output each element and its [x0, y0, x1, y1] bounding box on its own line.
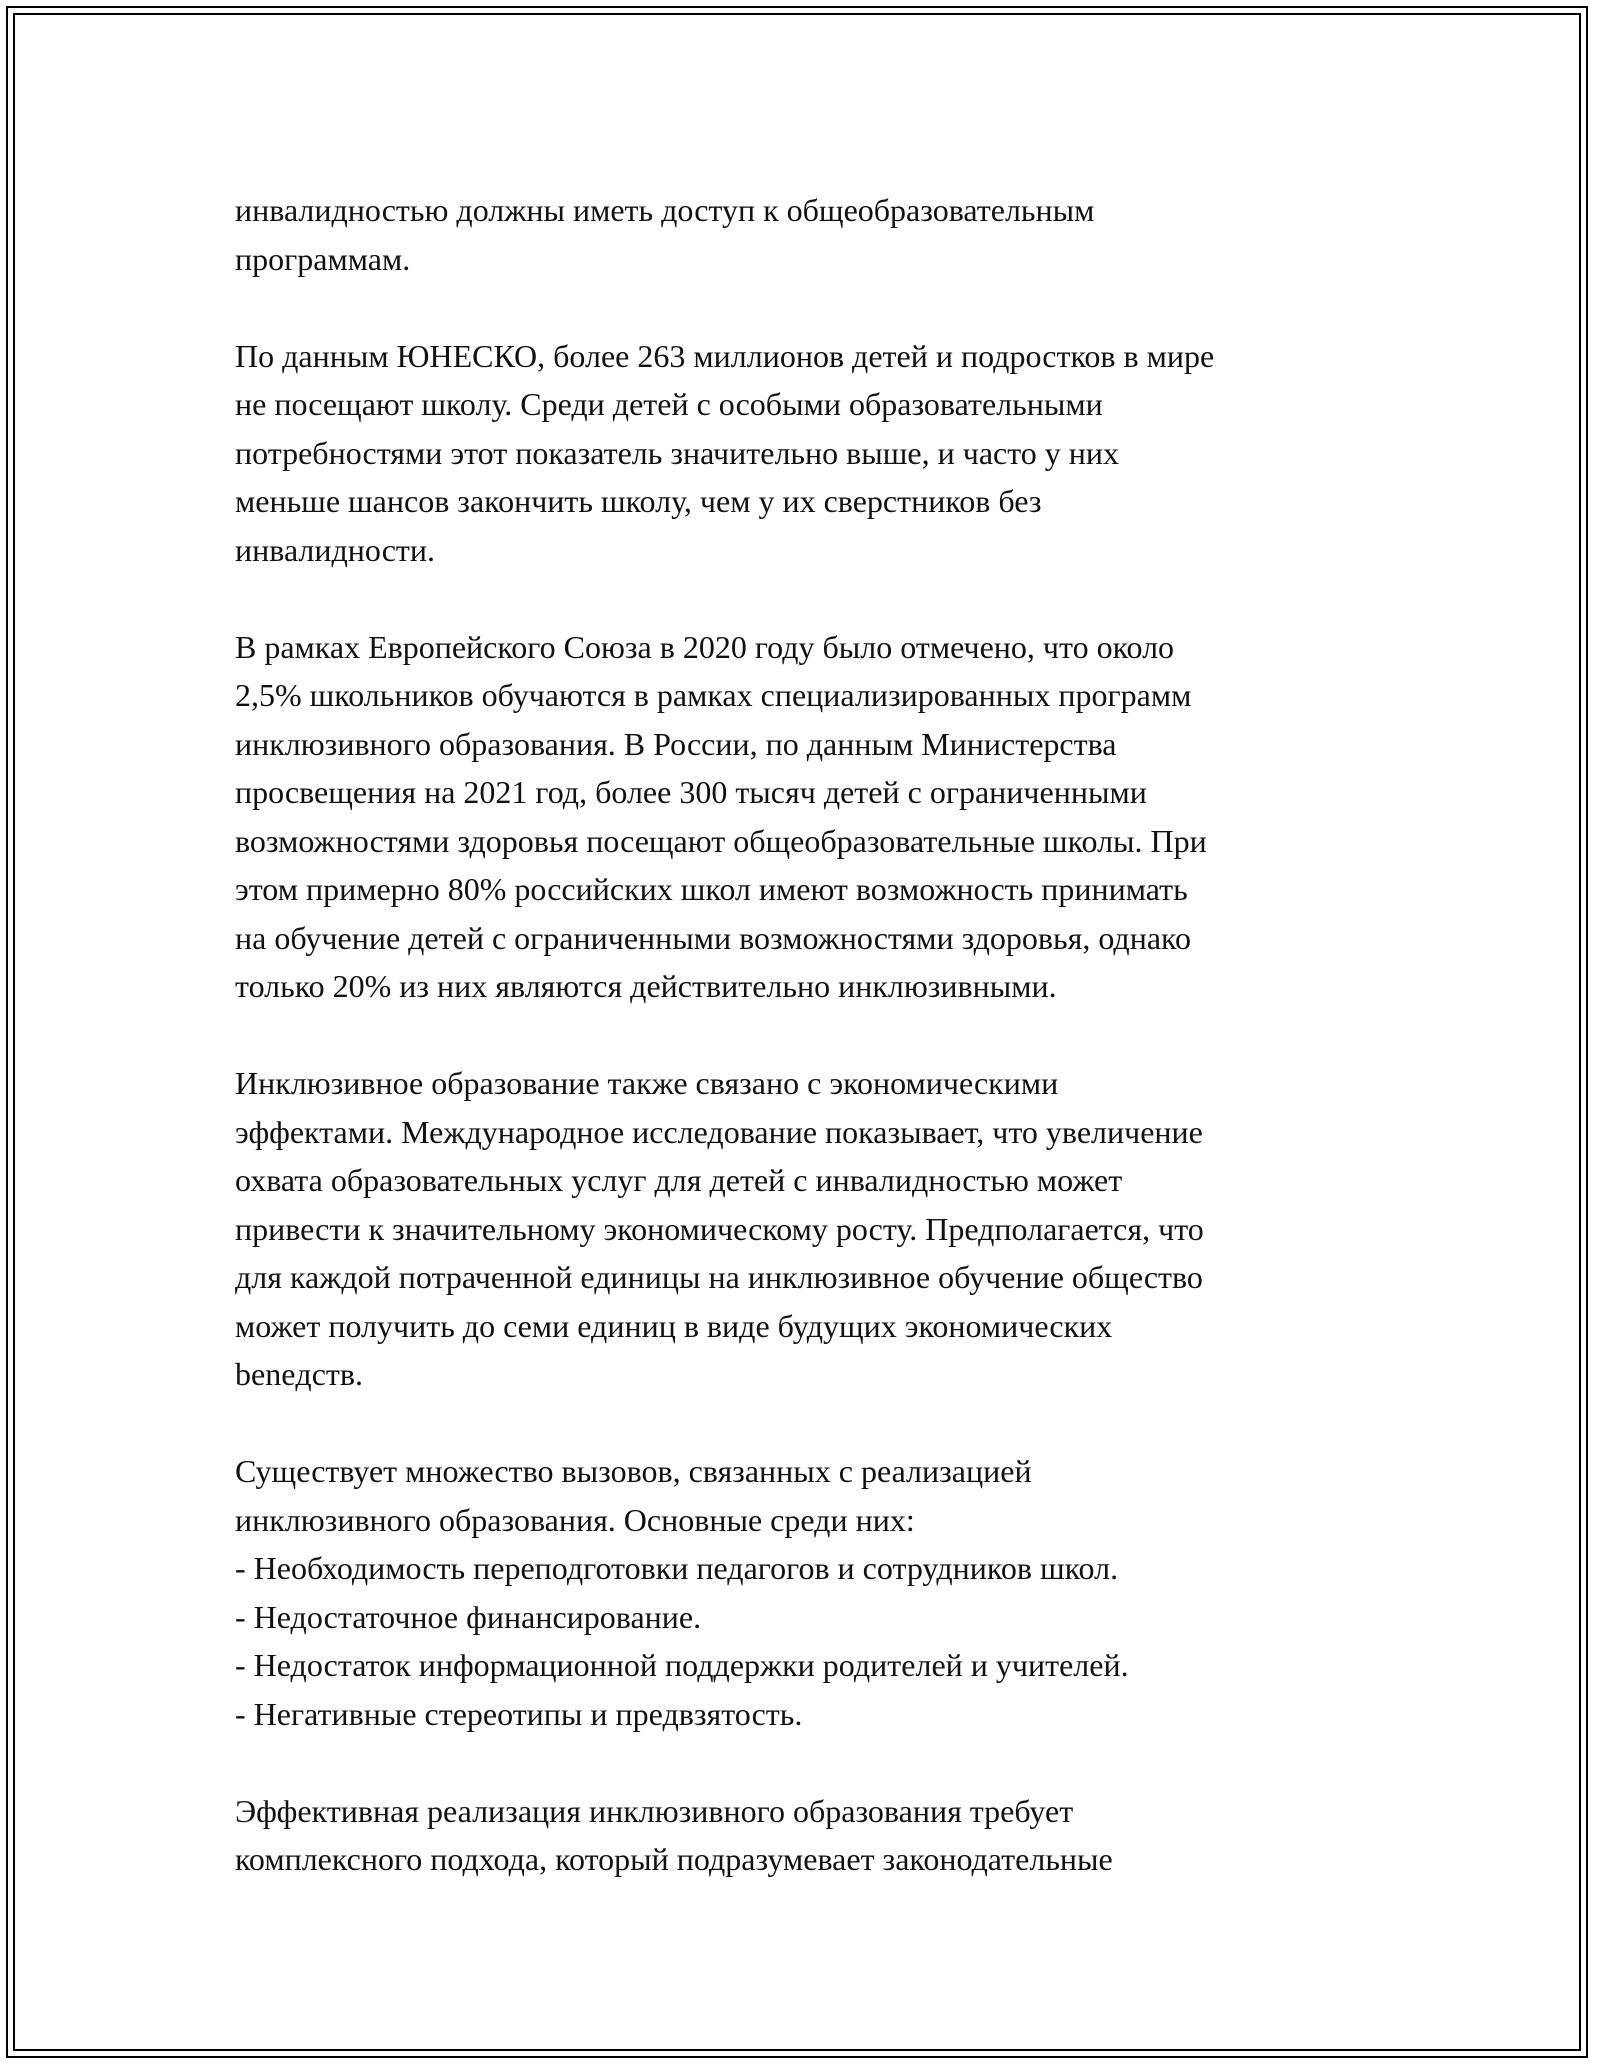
text-line: инклюзивного образования. В России, по данным Министерства: [235, 725, 1117, 762]
text-line: просвещения на 2021 год, более 300 тысяч детей с ограниченными: [235, 774, 1147, 810]
text-line: эффектами. Международное исследование показывает, что увеличение: [235, 1113, 1203, 1150]
text-line: только 20% из них являются действительно инклюзивными.: [235, 968, 1057, 1004]
text-line: для каждой потраченной единицы на инклюзивное обучение общество: [235, 1259, 1203, 1295]
text-line: beneдств.: [235, 1356, 363, 1392]
text-line: возможностями здоровья посещают общеобразовательные школы. При: [235, 822, 1207, 859]
paragraph-4: [235, 1059, 1395, 1399]
text-line: По данным ЮНЕСКО, более 263 миллионов детей и подростков в мире: [235, 337, 1215, 374]
text-line: 2,5% школьников обучаются в рамках специализированных программ: [235, 677, 1192, 713]
text-line: меньше шансов закончить школу, чем у их сверстников без: [235, 483, 1042, 519]
text-line: комплексного подхода, который подразумевает законодательные: [235, 1841, 1113, 1877]
text-line: Существует множество вызовов, связанных с реализацией: [235, 1453, 1032, 1489]
text-line: этом примерно 80% российских школ имеют возможность принимать: [235, 871, 1188, 907]
list-item: - Недостаточное финансирование.: [235, 1598, 702, 1635]
document-body: [235, 186, 1395, 1932]
text-line: программам.: [235, 240, 411, 277]
paragraph-6: [235, 1787, 1395, 1884]
text-line: на обучение детей с ограниченными возможностями здоровья, однако: [235, 919, 1191, 956]
text-line: потребностями этот показатель значительно выше, и часто у них: [235, 434, 1120, 471]
paragraph-2: [235, 332, 1395, 575]
list-item: - Недостаток информационной поддержки родителей и учителей.: [235, 1647, 1129, 1683]
text-line: привести к значительному экономическому росту. Предполагается, что: [235, 1210, 1204, 1247]
text-line: инвалидности.: [235, 531, 436, 568]
text-line: не посещают школу. Среди детей с особыми образовательными: [235, 386, 1103, 422]
text-line: Инклюзивное образование также связано с экономическими: [235, 1065, 1059, 1101]
text-line: инвалидностью должны иметь доступ к общеобразовательным: [235, 192, 1095, 228]
text-line: Эффективная реализация инклюзивного образования требует: [235, 1792, 1074, 1829]
text-line: может получить до семи единиц в виде будущих экономических: [235, 1307, 1113, 1344]
paragraph-5: [235, 1447, 1395, 1738]
paragraph-3: [235, 623, 1395, 1011]
text-line: охвата образовательных услуг для детей с инвалидностью может: [235, 1162, 1123, 1198]
list-item: - Негативные стереотипы и предвзятость.: [235, 1695, 803, 1732]
text-line: В рамках Европейского Союза в 2020 году было отмечено, что около: [235, 628, 1175, 665]
list-item: - Необходимость переподготовки педагогов и сотрудников школ.: [235, 1550, 1119, 1586]
paragraph-1: [235, 186, 1395, 283]
text-line: инклюзивного образования. Основные среди них:: [235, 1501, 915, 1538]
